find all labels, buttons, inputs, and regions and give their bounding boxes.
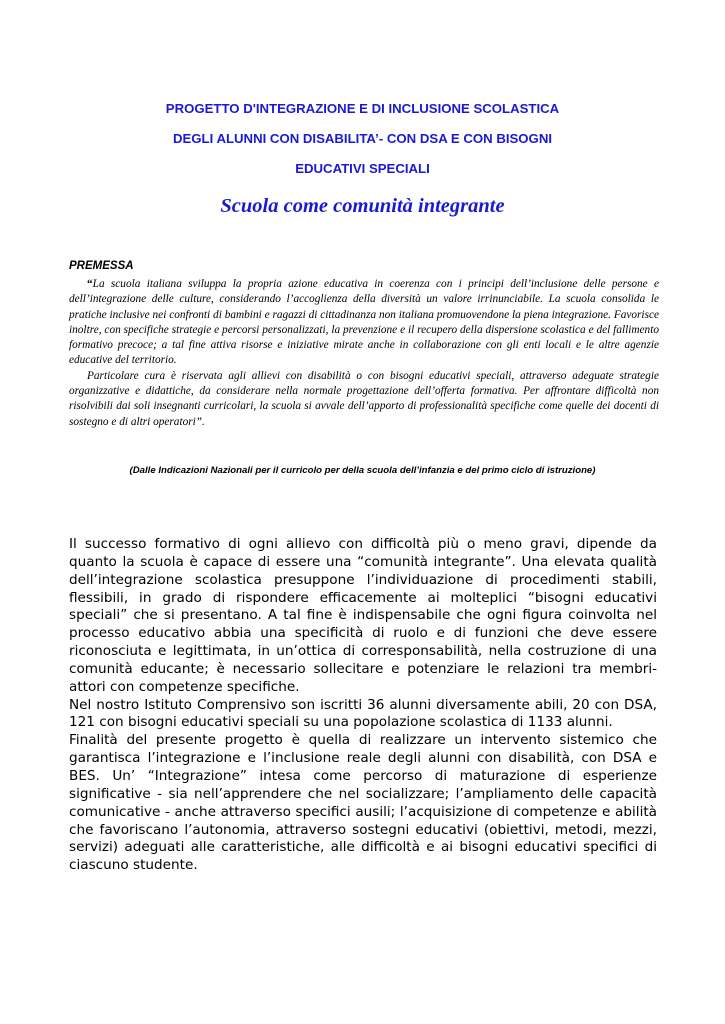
body-paragraph-1: Il successo formativo di ogni allievo con difficoltà più o meno gravi, dipende da quanto la scuola è capace di essere una “comunità integrante”. Una elevata qualità dell’integrazione scolastica presuppone l’individuazione di procedimenti stabili, flessibili, in grado di rispondere efficacemente ai molteplici “bisogni educativi speciali” che si presentano. A tal fine è indispensabile che ogni figura coinvolta nel processo educativo abbia una specificità di ruolo e di funzioni che deve essere riconosciuta e legittimata, in un’ottica di corresponsabilità, nella costruzione di una comunità educante; è necessario sollecitare e potenziare le relazioni tra membri- attori con competenze specifiche. [69,536,657,695]
premessa-heading: PREMESSA [69,260,134,272]
quote-open-mark: “ [87,278,93,290]
body-paragraph-2: Nel nostro Istituto Comprensivo son iscritti 36 alunni diversamente abili, 20 con DSA, 121 con bisogni educativi speciali su una popolazione scolastica di 1133 alunni. [69,696,657,731]
quote-paragraph-2: Particolare cura è riservata agli allievi con disabilità o con bisogni educativi speciali, attraverso adeguate strategie organizzative e didattiche, da considerare nella normale progettazione dell’offerta formativa. Per affrontare difficoltà non risolvibili dai soli insegnanti curricolari, la scuola si avvale dell’apporto di professionalità specifiche come quelle dei docenti di sostegno e di altri operatori”. [69,369,659,428]
title-line-2: DEGLI ALUNNI CON DISABILITA’- CON DSA E CON BISOGNI [172,131,553,146]
body-paragraph-3: Finalità del presente progetto è quella di realizzare un intervento sistemico che garantisca l’integrazione e l’inclusione reale degli alunni con disabilità, con DSA e BES. Un’ “Integrazione” intesa come percorso di maturazione di esperienze significative - sia nell’apprendere che nel socializzare; l’ampliamento delle capacità comunicative - anche attraverso specifici ausili; l’acquisizione di competenze e abilità che favoriscano l’autonomia, attraverso sostegni educativi (obiettivi, metodi, mezzi, servizi) adeguati alle caratteristiche, alle difficoltà e ai bisogni educativi specifici di ciascuno studente. [69,732,657,874]
document-title [60,94,665,184]
quote-paragraph-1 [69,277,659,369]
document-subtitle: Scuola come comunità integrante [220,195,505,217]
title-line-3: EDUCATIVI SPECIALI [295,161,430,176]
title-line-1: PROGETTO D'INTEGRAZIONE E DI INCLUSIONE SCOLASTICA [165,101,560,116]
quote-paragraph-1-text: La scuola italiana sviluppa la propria azione educativa in coerenza con i principi dell’inclusione delle persone e dell’integrazione delle culture, considerando l’accoglienza della diversità un valore irrinunciabile. La scuola consolida le pratiche inclusive nei confronti di bambini e ragazzi di cittadinanza non italiana promuovendone la piena integrazione. Favorisce inoltre, con specifiche strategie e percorsi personalizzati, la prevenzione e il recupero della dispersione scolastica e del fallimento formativo precoce; a tal fine attiva risorse e iniziative mirate anche in collaborazione con gli enti locali e le altre agenzie educative del territorio. [69,278,659,367]
premessa-quote [69,277,659,430]
quote-source: (Dalle Indicazioni Nazionali per il curricolo per della scuola dell’infanzia e del primo ciclo di istruzione) [129,465,596,476]
body-text [69,536,657,875]
